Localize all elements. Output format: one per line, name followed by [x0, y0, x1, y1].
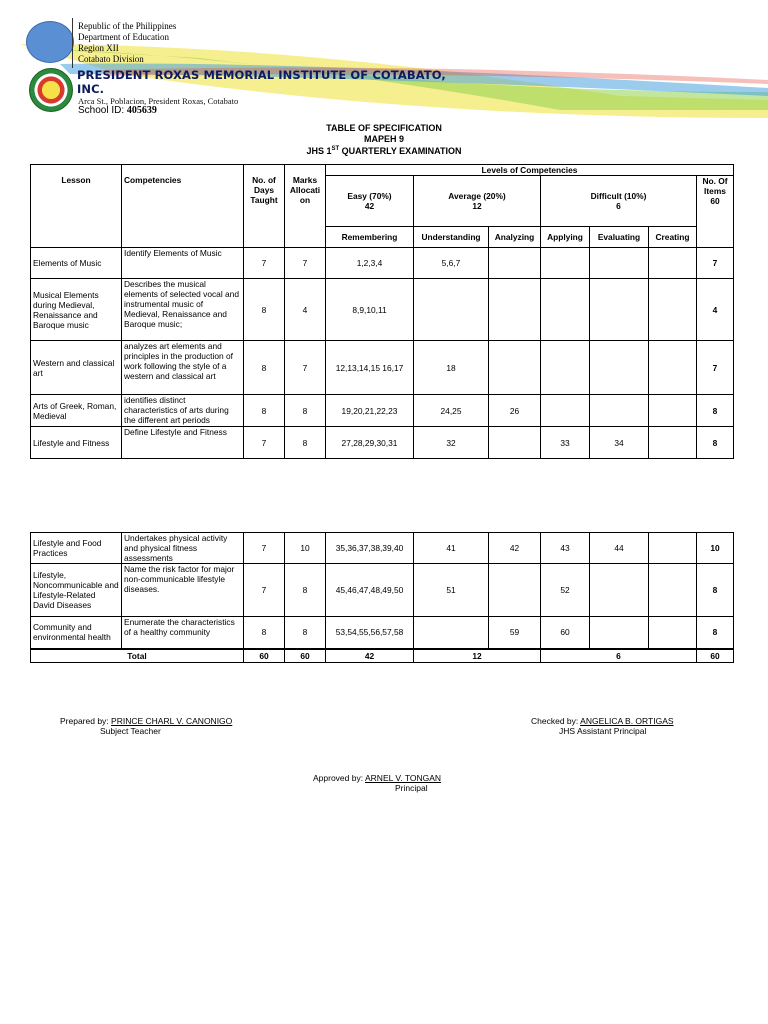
table-row	[31, 533, 734, 564]
evaluating-cell: 34	[590, 427, 649, 459]
approved-name: ARNEL V. TONGAN	[365, 773, 442, 783]
checked-role: JHS Assistant Principal	[559, 726, 647, 736]
understanding-cell: 51	[414, 564, 489, 617]
items-cell: 10	[697, 533, 734, 564]
approved-label: Approved by:	[313, 773, 364, 783]
school-id-label: School ID:	[78, 105, 125, 116]
specification-table	[30, 164, 734, 459]
analyzing-cell: 26	[489, 395, 541, 427]
header-difficult-label: Difficult (10%)	[590, 191, 647, 201]
header-marks-allocation: Marks Allocati on	[285, 165, 326, 248]
checked-label: Checked by:	[531, 716, 579, 726]
creating-cell	[649, 617, 697, 649]
marks-cell: 7	[285, 248, 326, 279]
header-remembering: Remembering	[326, 227, 414, 248]
understanding-cell: 32	[414, 427, 489, 459]
total-days: 60	[244, 649, 285, 663]
department-line: Department of Education	[78, 32, 169, 42]
understanding-cell: 5,6,7	[414, 248, 489, 279]
header-easy	[326, 176, 414, 227]
lesson-cell: Arts of Greek, Roman, Medieval	[31, 395, 122, 427]
creating-cell	[649, 533, 697, 564]
total-difficult: 6	[541, 649, 697, 663]
creating-cell	[649, 248, 697, 279]
understanding-cell: 41	[414, 533, 489, 564]
applying-cell	[541, 341, 590, 395]
header-evaluating: Evaluating	[590, 227, 649, 248]
header-lesson: Lesson	[31, 165, 122, 248]
items-cell: 8	[697, 427, 734, 459]
approved-role: Principal	[395, 783, 428, 793]
remembering-cell: 45,46,47,48,49,50	[326, 564, 414, 617]
prepared-name: PRINCE CHARL V. CANONIGO	[111, 716, 233, 726]
lesson-cell: Musical Elements during Medieval, Renaissance and Baroque music	[31, 279, 122, 341]
school-name	[77, 68, 446, 96]
creating-cell	[649, 341, 697, 395]
table-row	[31, 279, 734, 341]
analyzing-cell: 42	[489, 533, 541, 564]
days-cell: 7	[244, 533, 285, 564]
division-line: Cotabato Division	[78, 54, 144, 64]
remembering-cell: 27,28,29,30,31	[326, 427, 414, 459]
remembering-cell: 35,36,37,38,39,40	[326, 533, 414, 564]
analyzing-cell	[489, 564, 541, 617]
header-items-label: No. Of Items	[702, 176, 728, 196]
competency-cell: Enumerate the characteristics of a healthy community	[122, 617, 244, 649]
total-average: 12	[414, 649, 541, 663]
analyzing-cell	[489, 279, 541, 341]
creating-cell	[649, 427, 697, 459]
header-average-count: 12	[472, 201, 482, 211]
header-average	[414, 176, 541, 227]
prepared-label: Prepared by:	[60, 716, 109, 726]
lesson-cell: Community and environmental health	[31, 617, 122, 649]
lesson-cell: Western and classical art	[31, 341, 122, 395]
deped-seal-icon	[26, 21, 74, 63]
table-row	[31, 617, 734, 649]
header-difficult-count: 6	[616, 201, 621, 211]
school-seal-icon	[29, 68, 73, 112]
items-cell: 8	[697, 395, 734, 427]
title-line2: MAPEH 9	[363, 133, 404, 144]
marks-cell: 8	[285, 427, 326, 459]
items-cell: 7	[697, 341, 734, 395]
republic-line: Republic of the Philippines	[78, 21, 177, 31]
evaluating-cell	[590, 279, 649, 341]
total-items: 60	[697, 649, 734, 663]
remembering-cell: 1,2,3,4	[326, 248, 414, 279]
header-understanding: Understanding	[414, 227, 489, 248]
marks-cell: 4	[285, 279, 326, 341]
understanding-cell	[414, 279, 489, 341]
marks-cell: 8	[285, 395, 326, 427]
days-cell: 7	[244, 248, 285, 279]
days-cell: 8	[244, 395, 285, 427]
approved-by-block	[313, 773, 441, 793]
school-name-line2: INC.	[77, 82, 105, 96]
remembering-cell: 12,13,14,15 16,17	[326, 341, 414, 395]
applying-cell: 43	[541, 533, 590, 564]
understanding-cell: 18	[414, 341, 489, 395]
table-body-page2	[31, 533, 734, 649]
header-competencies: Competencies	[122, 165, 244, 248]
table-row	[31, 341, 734, 395]
header-average-label: Average (20%)	[448, 191, 506, 201]
analyzing-cell	[489, 427, 541, 459]
evaluating-cell: 44	[590, 533, 649, 564]
evaluating-cell	[590, 248, 649, 279]
items-cell: 8	[697, 617, 734, 649]
table-row	[31, 248, 734, 279]
header-applying: Applying	[541, 227, 590, 248]
header-creating: Creating	[649, 227, 697, 248]
school-id-value: 405639	[126, 105, 157, 116]
applying-cell: 60	[541, 617, 590, 649]
header-divider	[72, 18, 73, 68]
applying-cell	[541, 395, 590, 427]
applying-cell	[541, 279, 590, 341]
creating-cell	[649, 395, 697, 427]
header-analyzing: Analyzing	[489, 227, 541, 248]
table-body-page1	[31, 248, 734, 459]
competency-cell: Undertakes physical activity and physical fitness assessments	[122, 533, 244, 564]
school-name-line1: PRESIDENT ROXAS MEMORIAL INSTITUTE OF COTABATO,	[77, 68, 446, 82]
title-line1: TABLE OF SPECIFICATION	[326, 123, 442, 133]
understanding-cell: 24,25	[414, 395, 489, 427]
items-cell: 4	[697, 279, 734, 341]
document-title	[0, 123, 768, 157]
marks-cell: 7	[285, 341, 326, 395]
items-cell: 8	[697, 564, 734, 617]
lesson-cell: Lifestyle and Food Practices	[31, 533, 122, 564]
total-row	[31, 649, 734, 663]
evaluating-cell	[590, 395, 649, 427]
applying-cell: 52	[541, 564, 590, 617]
title-line3-suffix: QUARTERLY EXAMINATION	[339, 146, 462, 156]
total-label: Total	[31, 649, 244, 663]
school-id	[78, 105, 157, 116]
header-items	[697, 176, 734, 248]
prepared-role: Subject Teacher	[100, 726, 161, 736]
evaluating-cell	[590, 341, 649, 395]
understanding-cell	[414, 617, 489, 649]
marks-cell: 8	[285, 564, 326, 617]
header-difficult	[541, 176, 697, 227]
total-marks: 60	[285, 649, 326, 663]
competency-cell: analyzes art elements and principles in the production of work following the style of a western and classical art	[122, 341, 244, 395]
table-row	[31, 564, 734, 617]
days-cell: 7	[244, 427, 285, 459]
competency-cell: Identify Elements of Music	[122, 248, 244, 279]
evaluating-cell	[590, 617, 649, 649]
days-cell: 8	[244, 279, 285, 341]
analyzing-cell	[489, 248, 541, 279]
analyzing-cell: 59	[489, 617, 541, 649]
remembering-cell: 19,20,21,22,23	[326, 395, 414, 427]
applying-cell: 33	[541, 427, 590, 459]
title-line3	[0, 144, 768, 157]
creating-cell	[649, 279, 697, 341]
title-line3-sup: ST	[331, 146, 340, 152]
lesson-cell: Lifestyle and Fitness	[31, 427, 122, 459]
competency-cell: identifies distinct characteristics of arts during the different art periods	[122, 395, 244, 427]
evaluating-cell	[590, 564, 649, 617]
specification-table-continued	[30, 532, 734, 663]
checked-by-block	[531, 716, 674, 736]
header-levels: Levels of Competencies	[326, 165, 734, 176]
region-line: Region XII	[78, 43, 119, 53]
table-row	[31, 427, 734, 459]
header-easy-count: 42	[364, 201, 375, 211]
header-days-taught: No. of Days Taught	[244, 165, 285, 248]
title-line3-prefix: JHS 1	[306, 146, 332, 156]
total-easy: 42	[326, 649, 414, 663]
analyzing-cell	[489, 341, 541, 395]
items-cell: 7	[697, 248, 734, 279]
school-address: Arca St., Poblacion, President Roxas, Cotabato	[78, 96, 239, 106]
remembering-cell: 53,54,55,56,57,58	[326, 617, 414, 649]
days-cell: 8	[244, 617, 285, 649]
days-cell: 8	[244, 341, 285, 395]
marks-cell: 10	[285, 533, 326, 564]
table-row	[31, 395, 734, 427]
remembering-cell: 8,9,10,11	[326, 279, 414, 341]
competency-cell: Describes the musical elements of selected vocal and instrumental music of Medieval, Renaissance and Baroque music;	[122, 279, 244, 341]
lesson-cell: Elements of Music	[31, 248, 122, 279]
marks-cell: 8	[285, 617, 326, 649]
competency-cell: Name the risk factor for major non-communicable lifestyle diseases.	[122, 564, 244, 617]
checked-name: ANGELICA B. ORTIGAS	[580, 716, 674, 726]
prepared-by-block	[60, 716, 232, 736]
lesson-cell: Lifestyle, Noncommunicable and Lifestyle-Related David Diseases	[31, 564, 122, 617]
creating-cell	[649, 564, 697, 617]
applying-cell	[541, 248, 590, 279]
competency-cell: Define Lifestyle and Fitness	[122, 427, 244, 459]
header-items-count: 60	[710, 196, 720, 206]
days-cell: 7	[244, 564, 285, 617]
header-easy-label: Easy (70%)	[347, 191, 392, 201]
